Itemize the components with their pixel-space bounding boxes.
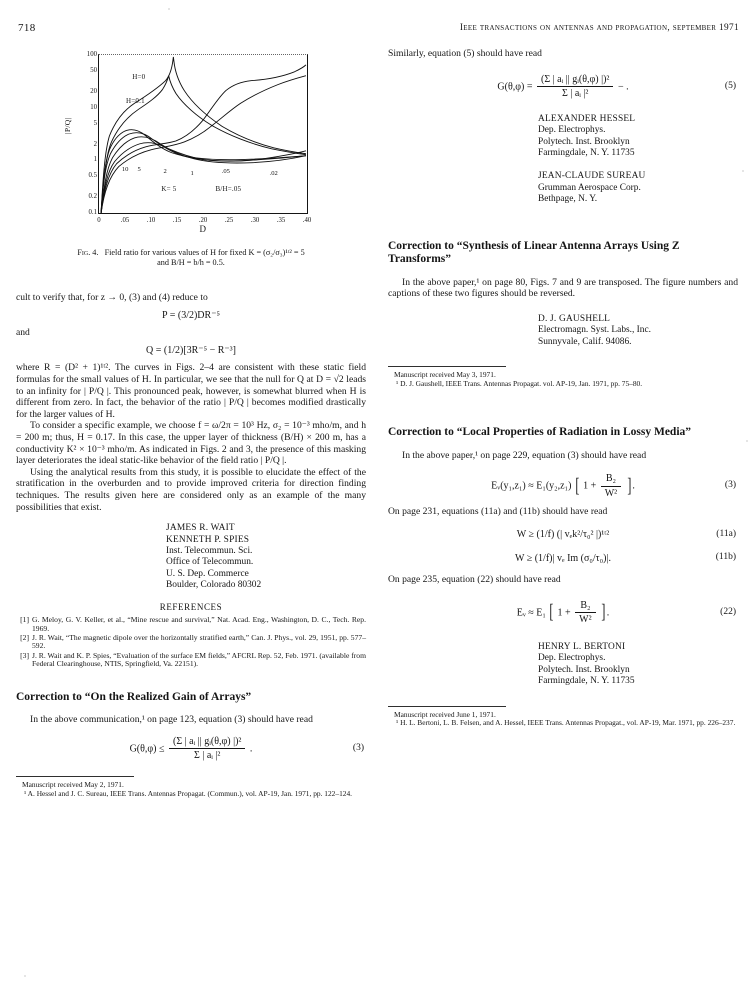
equation-3b-numerator: B₂ [605,473,617,485]
x-tick-025: .25 [224,217,234,224]
author-affil-2: Office of Telecommun. [166,557,254,568]
scan-speckle [746,440,748,442]
equation-22-period: . [606,607,610,619]
correction-body-lossy-1: In the above paper,¹ on page 229, equation (3) should have read [402,449,647,461]
z-transforms-footnotes [388,371,738,388]
left-column [16,48,366,798]
equation-5-numerator: (Σ | aᵢ || gᵢ(θ,φ) |)² [541,73,610,85]
y-tick-100: 100 [86,51,97,59]
author-name-bertoni: HENRY L. BERTONI [538,642,626,653]
running-head [18,22,739,36]
equation-q-text: Q = (1/2)[3R⁻⁵ − R⁻³] [146,344,236,356]
references-list [16,616,366,669]
y-tick-50: 50 [90,67,97,74]
equation-5-number: (5) [724,80,736,91]
equation-22-one-plus: 1 + [557,607,571,619]
correction-body-lossy-2: On page 231, equations (11a) and (11b) should have read [388,505,608,517]
page-folio: 718 [18,22,36,34]
reference-number: [3] [20,650,29,660]
equation-5 [388,74,738,100]
hessel-affil-1: Dep. Electrophys. [538,125,606,136]
y-tick-02: 0.2 [88,193,97,201]
correction-title-realized-gain: Correction to “On the Realized Gain of Arrays” [16,690,252,703]
figure-caption-line1: Field ratio for various values of H for fixed K = (σ₂/σ₃)¹ᵗ² = 5 [104,248,305,257]
x-tick-040: .40 [302,217,312,224]
footnote-manuscript-received-lossy: Manuscript received June 1, 1971. [394,709,496,719]
figure-caption [16,248,366,268]
equation-3b-one-plus: 1 + [583,480,597,492]
annotation-h01: H=0.1 [126,97,145,106]
equation-3-number: (3) [352,743,364,754]
equation-3-numerator: (Σ | aᵢ || gᵢ(θ,φ) |)² [173,735,242,747]
footnote-reference-1: ¹ A. Hessel and J. C. Sureau, IEEE Trans. Antennas Propagat. (Commun.), vol. AP-19, Jan. 1971, pp. 122–124. [24,788,353,798]
right-bracket: ] [601,601,606,624]
left-paragraph-4: Using the analytical results from this study, it is possible to elucidate the effect of the stratification in the overburden and to provide improved criteria for direction finding techniques. The results given here are considered only as an example of the many possibilities that exist. [16,466,366,513]
equation-22-number: (22) [720,607,736,618]
scan-speckle [168,8,170,10]
and-connector: and [16,327,30,339]
hessel-affil-3: Farmingdale, N. Y. 11735 [538,148,635,158]
author-name-hessel: ALEXANDER HESSEL [538,113,636,124]
gaushell-signature [388,314,738,348]
annotation-bh: B/H=.05 [215,184,242,193]
figure-caption-lead: Fig. 4. [77,248,99,257]
equation-3-left [16,736,366,762]
x-tick-010: .10 [146,217,156,224]
correction-title-z-transforms: Correction to “Synthesis of Linear Antenna Arrays Using Z Transforms” [388,239,680,266]
equation-3-lhs: G(θ,φ) ≤ [129,743,165,755]
left-paragraph-2: where R = (D² + 1)¹ᵗ². The curves in Figs. 2–4 are consistent with these static field formulas for the small values of H. In particular, we see that the null for Q at D = √2 leads to an infinity for | P/Q |. This pronounced peak, however, is somewhat blurred when H is different from zero. In fact, the behavior of the ratio | P/Q | becomes modified drastically for the larger values of H. [16,362,366,420]
equation-3-fraction [169,736,245,762]
y-tick-10: 10 [90,103,97,111]
equation-p-text: P = (3/2)DR⁻⁵ [162,309,220,321]
reference-text: J. R. Wait and K. P. Spies, “Evaluation of the surface EM fields,” AFCRL Rep. 52, Feb. 1971. (available from Federal Clearinghouse, NTIS, Springfield, Va. 22151). [32,650,366,669]
equation-3b-denominator: W² [601,486,621,500]
figure-caption-line2: and B/H = b/h = 0.5. [157,258,225,267]
equation-5-denominator: Σ | aᵢ |² [537,86,613,100]
author-affil-3: U. S. Dep. Commerce [166,568,249,579]
author-affil-4: Boulder, Colorado 80302 [166,580,262,591]
footnote-rule-z [388,366,506,367]
x-tick-005: .05 [120,217,130,224]
annotation-h0: H=0 [132,73,146,82]
x-axis-label: D [199,224,207,234]
reference-number: [2] [20,632,29,642]
reference-item [16,634,366,651]
equation-22 [388,600,738,626]
reference-number: [1] [20,615,29,625]
footnote-manuscript-received: Manuscript received May 2, 1971. [22,779,124,789]
x-tick-030: .30 [250,217,260,224]
equation-3b-number: (3) [724,480,736,491]
hessel-affil-2: Polytech. Inst. Brooklyn [538,136,630,147]
equation-11b [388,553,738,565]
bertoni-signature [388,642,738,688]
equation-5-fraction [537,74,613,100]
right-column [388,48,738,728]
equation-q [16,345,366,357]
annotation-k: K= 5 [161,184,177,193]
equation-11b-number: (11b) [715,552,736,563]
curve-label-2: 2 [163,168,167,176]
footnote-rule-lossy [388,706,506,707]
sureau-signature [388,171,738,205]
equation-11a [388,529,738,541]
equation-3-right [388,473,738,499]
wait-spies-signature [16,523,366,591]
left-bracket: [ [575,474,580,497]
footnote-manuscript-received-z: Manuscript received May 3, 1971. [394,370,496,380]
footnote-reference-z: ¹ D. J. Gaushell, IEEE Trans. Antennas Propagat. vol. AP-19, Jan. 1971, pp. 75–80. [396,378,643,388]
y-axis-label: |P/Q| [63,117,72,134]
left-footnotes [16,781,366,798]
y-tick-1: 1 [93,156,97,164]
curve-label-10: 10 [121,166,129,174]
equation-22-numerator: B₂ [580,599,591,611]
x-tick-0: 0 [97,217,101,224]
reference-text: G. Meloy, G. V. Keller, et al., “Mine rescue and survival,” Nat. Acad. Eng., Washington, D. C., Tech. Rep. 1969. [32,615,366,633]
equation-3b-period: . [632,480,635,492]
journal-title: ieee transactions on antennas and propagation, september 1971 [459,23,739,33]
bertoni-affil-2: Polytech. Inst. Brooklyn [538,664,630,675]
equation-3b-lhs: Eᵥ(y₁,z₁) ≈ E₁(y₂,z₁) [491,480,572,492]
equation-p [16,310,366,322]
author-name-wait: JAMES R. WAIT [166,523,235,534]
figure-4-curves [99,55,307,213]
y-tick-20: 20 [90,88,97,96]
correction-body-z-transforms: In the above paper,¹ on page 80, Figs. 7 and 9 are transposed. The figure numbers and captions of these two figures should be reversed. [388,276,738,300]
equation-3-period: . [249,743,253,755]
equation-11a-text: W ≥ (1/f) (| vₑk²/τ₀² |)¹ᵗ² [516,529,610,541]
left-bracket: [ [549,601,554,624]
curve-label-1: 1 [190,169,194,177]
equation-5-trailer: − . [617,80,629,92]
author-affil-1: Inst. Telecommun. Sci. [166,545,253,556]
right-intro-paragraph: Similarly, equation (5) should have read [388,48,542,59]
footnote-rule [16,776,134,777]
y-tick-01: 0.1 [88,209,97,217]
curve-label-005: .05 [221,168,230,176]
left-paragraph-1: cult to verify that, for z → 0, (3) and (4) reduce to [16,292,208,303]
figure-4 [16,48,366,288]
author-name-sureau: JEAN-CLAUDE SUREAU [538,171,646,182]
sureau-affil-1: Grumman Aerospace Corp. [538,182,641,193]
x-tick-015: .15 [172,217,182,224]
bertoni-affil-1: Dep. Electrophys. [538,653,606,664]
y-tick-2: 2 [93,140,97,148]
reference-item [16,616,366,633]
scan-speckle [24,975,26,977]
lossy-media-footnotes [388,711,738,728]
gaushell-affil-2: Sunnyvale, Calif. 94086. [538,336,632,347]
sureau-affil-2: Bethpage, N. Y. [538,194,598,205]
x-tick-020: .20 [198,217,208,224]
reference-text: J. R. Wait, “The magnetic dipole over the horizontally stratified earth,” Can. J. Phys., vol. 29, 1951, pp. 577–592. [32,632,366,651]
curve-label-002: .02 [269,169,278,177]
y-tick-05: 0.5 [88,172,97,180]
equation-11a-number: (11a) [716,529,736,540]
footnote-reference-lossy: ¹ H. L. Bertoni, L. B. Felsen, and A. Hessel, IEEE Trans. Antennas Propagat., vol. AP-19, Mar. 1971, pp. 226–237. [396,718,736,728]
correction-title-lossy-media: Correction to “Local Properties of Radiation in Lossy Media” [388,426,692,439]
reference-item [16,652,366,669]
right-bracket: ] [627,474,632,497]
gaushell-affil-1: Electromagn. Syst. Labs., Inc. [538,325,651,336]
references-heading: REFERENCES [159,601,223,612]
equation-3-denominator: Σ | aᵢ |² [169,748,245,762]
bertoni-affil-3: Farmingdale, N. Y. 11735 [538,676,635,687]
author-name-gaushell: D. J. GAUSHELL [538,313,611,324]
equation-22-fraction [575,600,595,626]
author-name-spies: KENNETH P. SPIES [166,534,250,545]
equation-11b-text: W ≥ (1/f)| vₑ Im (σ₀/τ₀)|. [514,552,611,564]
correction-body-realized-gain: In the above communication,¹ on page 123, equation (3) should have read [30,714,313,726]
equation-5-lhs: G(θ,φ) = [497,80,533,92]
hessel-signature [388,114,738,160]
left-paragraph-3: To consider a specific example, we choose f = ω/2π = 10³ Hz, σ₂ = 10⁻³ mho/m, and h = 200 m; thus, H = 0.17. In this case, the upper layer of thickness (B/H) × 200 m, has a conductivity K² × 10⁻³ mho/m. As indicated in Figs. 2 and 3, the presence of this masking layer deteriorates the ideal static-like behavior of the field ratio | P/Q |. [16,420,366,467]
scan-speckle [742,170,744,172]
equation-3b-fraction [601,473,621,499]
x-tick-035: .35 [276,217,286,224]
curve-label-5: 5 [137,166,141,174]
y-tick-5: 5 [93,119,97,127]
correction-body-lossy-3: On page 235, equation (22) should have read [388,574,561,586]
plot-frame [86,51,312,234]
equation-22-denominator: W² [575,612,595,626]
figure-4-plot [64,48,312,240]
equation-22-lhs: Eᵥ ≈ E₁ [516,607,546,619]
